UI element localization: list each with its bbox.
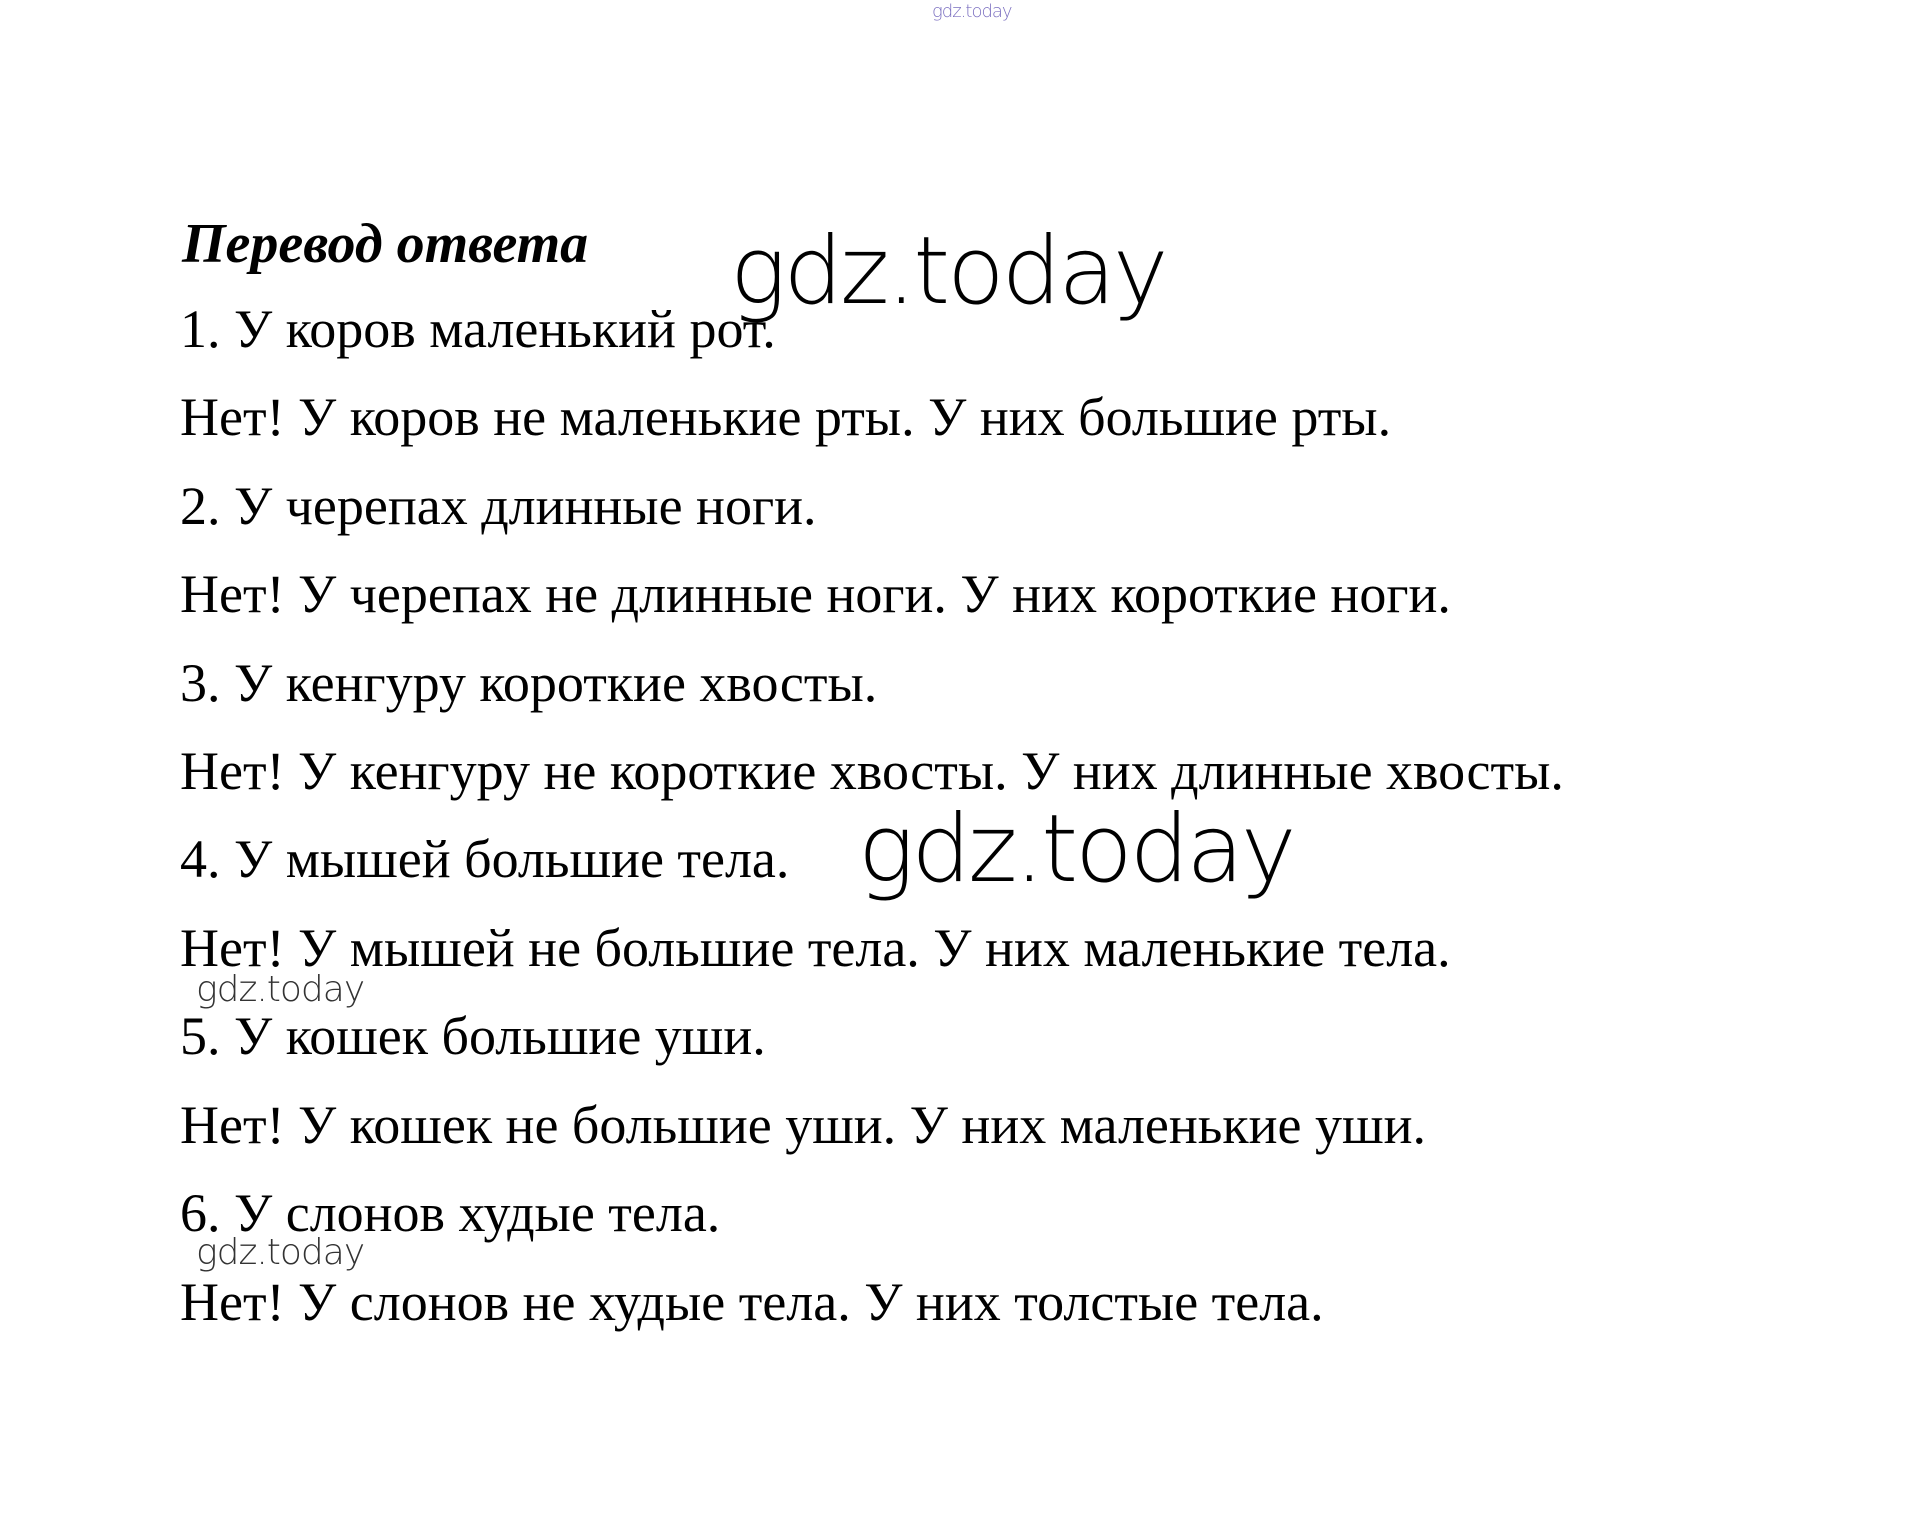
watermark-small-2: gdz.today — [196, 1232, 365, 1273]
answer-line-1: Нет! У коров не маленькие рты. У них большие рты. — [180, 387, 1392, 447]
watermark-large-1: gdz.today — [730, 217, 1166, 326]
question-line-4: 4. У мышей большие тела. — [180, 829, 790, 889]
answer-line-2: Нет! У черепах не длинные ноги. У них короткие ноги. — [180, 564, 1451, 624]
answer-line-5: Нет! У кошек не большие уши. У них маленькие уши. — [180, 1095, 1426, 1155]
question-line-2: 2. У черепах длинные ноги. — [180, 476, 817, 536]
question-line-1: 1. У коров маленький рот. — [180, 299, 776, 359]
question-line-5: 5. У кошек большие уши. — [180, 1006, 766, 1066]
answer-line-4: Нет! У мышей не большие тела. У них маленькие тела. — [180, 918, 1451, 978]
answer-line-6: Нет! У слонов не худые тела. У них толстые тела. — [180, 1272, 1324, 1332]
question-line-3: 3. У кенгуру короткие хвосты. — [180, 653, 878, 713]
watermark-large-2: gdz.today — [858, 795, 1294, 904]
watermark-top: gdz.today — [932, 1, 1012, 22]
document-heading: Перевод ответа — [182, 213, 589, 275]
watermark-small-1: gdz.today — [196, 969, 365, 1010]
question-line-6: 6. У слонов худые тела. — [180, 1183, 721, 1243]
answer-line-3: Нет! У кенгуру не короткие хвосты. У них длинные хвосты. — [180, 741, 1564, 801]
